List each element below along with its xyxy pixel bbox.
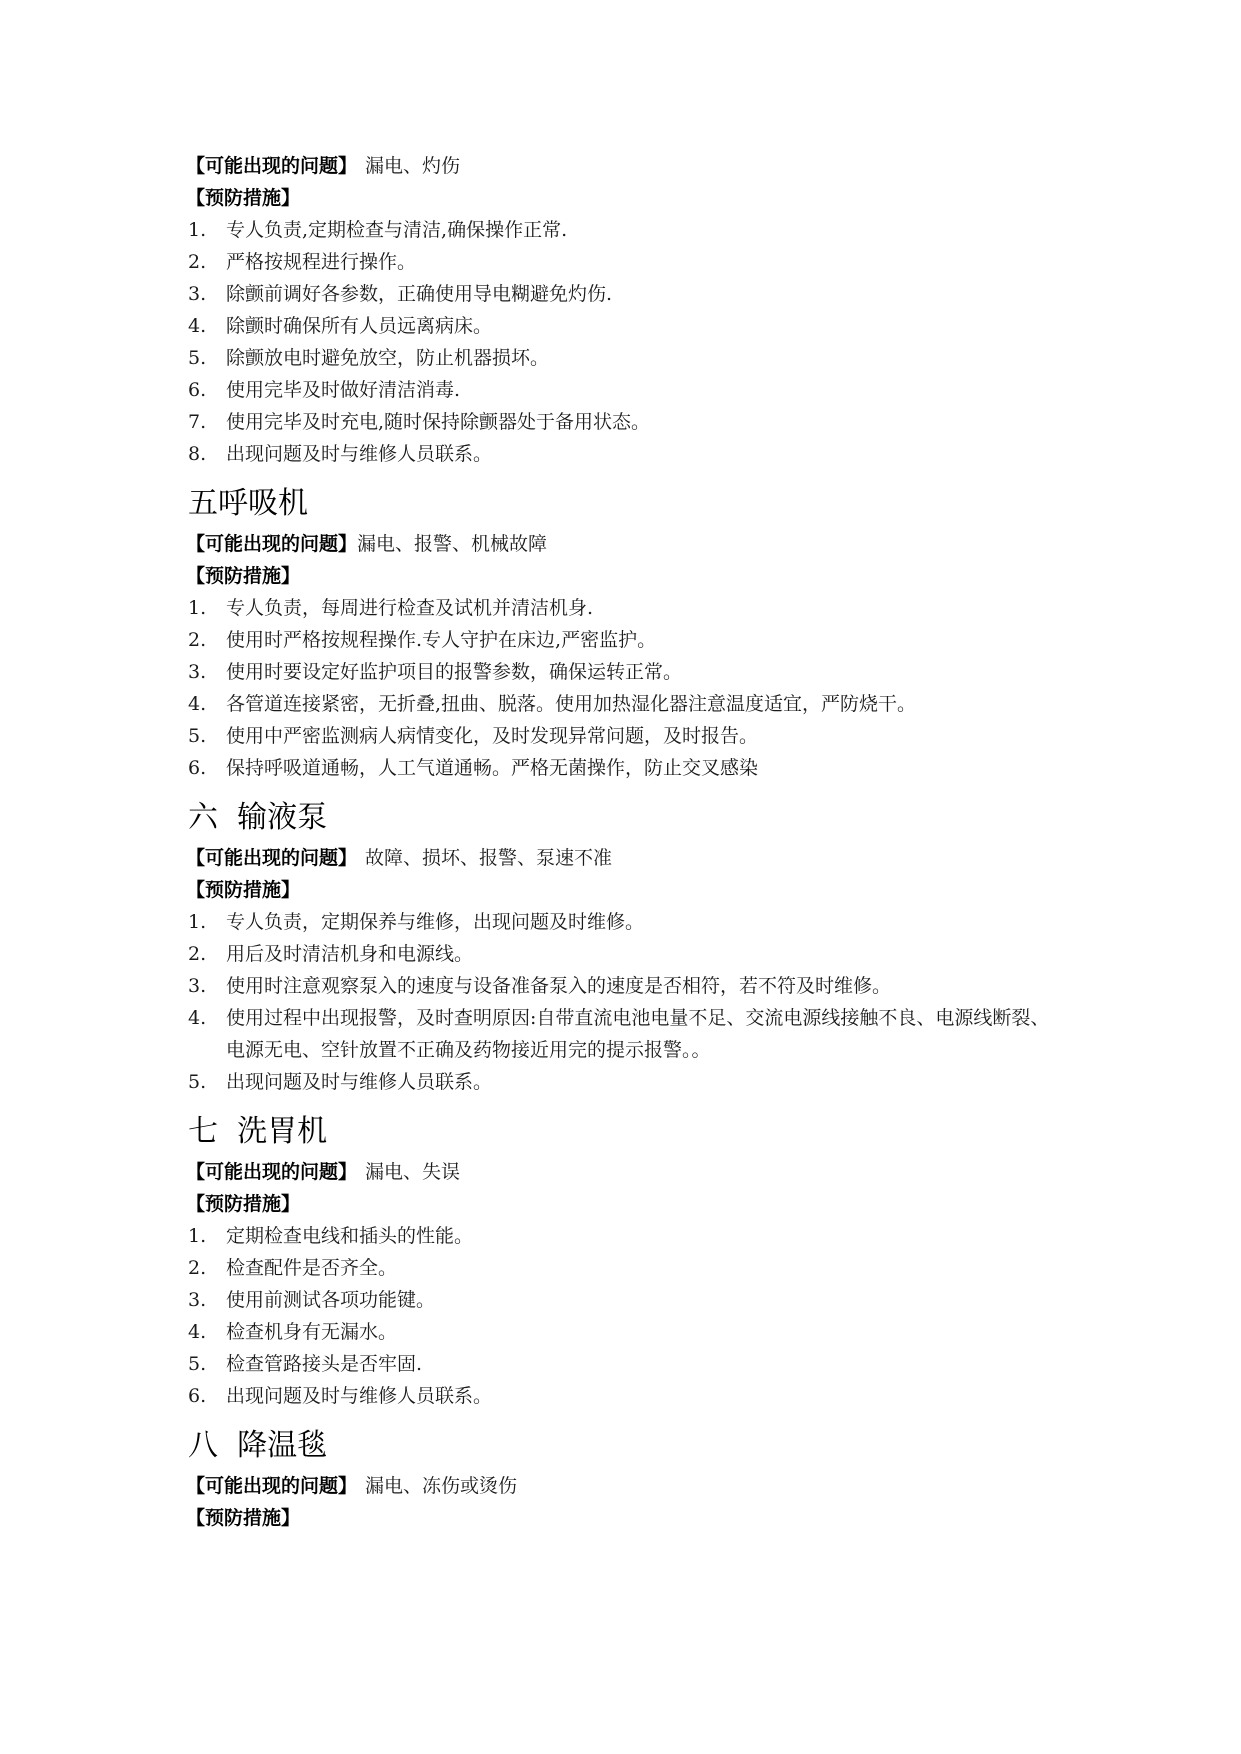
item-number: 5. bbox=[188, 725, 207, 747]
list-item bbox=[188, 1348, 1068, 1380]
item-number: 3. bbox=[188, 283, 207, 305]
section-title-cooling-blanket: 八 降温毯 bbox=[188, 1428, 328, 1463]
item-text: 严格按规程进行操作。 bbox=[226, 251, 417, 273]
list-item bbox=[188, 688, 1068, 720]
list-item bbox=[188, 656, 1068, 688]
item-number: 3. bbox=[188, 1289, 207, 1311]
item-number: 2. bbox=[188, 943, 207, 965]
problem-label: 【可能出现的问题】 bbox=[186, 1475, 358, 1497]
section-title-ventilator: 五呼吸机 bbox=[188, 486, 308, 521]
problem-line bbox=[188, 528, 1068, 560]
list-item bbox=[188, 624, 1068, 656]
problem-label: 【可能出现的问题】 bbox=[186, 847, 358, 869]
problem-text: 漏电、失误 bbox=[365, 1161, 461, 1183]
item-text: 各管道连接紧密，无折叠,扭曲、脱落。使用加热湿化器注意温度适宜，严防烧干。 bbox=[226, 693, 917, 715]
item-number: 7. bbox=[188, 411, 207, 433]
list-item bbox=[188, 970, 1068, 1002]
list-item bbox=[188, 1316, 1068, 1348]
item-text: 使用前测试各项功能键。 bbox=[226, 1289, 436, 1311]
list-item bbox=[188, 310, 1068, 342]
list-item bbox=[188, 592, 1068, 624]
item-text: 除颤放电时避免放空，防止机器损坏。 bbox=[226, 347, 550, 369]
problem-text: 故障、损坏、报警、泵速不准 bbox=[365, 847, 613, 869]
prevent-label: 【预防措施】 bbox=[186, 187, 301, 209]
item-text: 检查管路接头是否牢固. bbox=[226, 1353, 423, 1375]
item-text: 使用时严格按规程操作.专人守护在床边,严密监护。 bbox=[226, 629, 657, 651]
item-text: 检查机身有无漏水。 bbox=[226, 1321, 398, 1343]
item-number: 3. bbox=[188, 661, 207, 683]
problem-label: 【可能出现的问题】 bbox=[186, 155, 358, 177]
item-number: 1. bbox=[188, 911, 207, 933]
item-text: 除颤时确保所有人员远离病床。 bbox=[226, 315, 493, 337]
list-item bbox=[188, 438, 1068, 470]
item-number: 6. bbox=[188, 1385, 207, 1407]
measures-list-ventilator bbox=[188, 592, 1068, 784]
item-text: 出现问题及时与维修人员联系。 bbox=[226, 1071, 493, 1093]
list-item bbox=[188, 1066, 1068, 1098]
list-item bbox=[188, 1284, 1068, 1316]
list-item bbox=[188, 1220, 1068, 1252]
problem-line bbox=[188, 1156, 1068, 1188]
item-text: 检查配件是否齐全。 bbox=[226, 1257, 398, 1279]
list-item bbox=[188, 406, 1068, 438]
list-item bbox=[188, 906, 1068, 938]
list-item bbox=[188, 1380, 1068, 1412]
intro-measures-list bbox=[188, 214, 1068, 470]
item-text: 使用时要设定好监护项目的报警参数，确保运转正常。 bbox=[226, 661, 683, 683]
item-text: 专人负责，定期保养与维修，出现问题及时维修。 bbox=[226, 911, 645, 933]
item-text: 出现问题及时与维修人员联系。 bbox=[226, 1385, 493, 1407]
list-item bbox=[188, 374, 1068, 406]
list-item bbox=[188, 1002, 1068, 1066]
section-title-gastric-lavage: 七 洗胃机 bbox=[188, 1114, 328, 1149]
item-number: 3. bbox=[188, 975, 207, 997]
item-number: 5. bbox=[188, 1071, 207, 1093]
section-title-infusion-pump: 六 输液泵 bbox=[188, 800, 328, 835]
item-text: 专人负责,定期检查与清洁,确保操作正常. bbox=[226, 219, 568, 241]
item-text: 用后及时清洁机身和电源线。 bbox=[226, 943, 474, 965]
prevent-label: 【预防措施】 bbox=[186, 1507, 301, 1529]
list-item bbox=[188, 720, 1068, 752]
item-number: 1. bbox=[188, 1225, 207, 1247]
item-text: 出现问题及时与维修人员联系。 bbox=[226, 443, 493, 465]
item-number: 4. bbox=[188, 1321, 207, 1343]
list-item bbox=[188, 752, 1068, 784]
problem-label: 【可能出现的问题】 bbox=[186, 533, 358, 555]
measures-list-infusion-pump bbox=[188, 906, 1068, 1098]
item-text: 除颤前调好各参数，正确使用导电糊避免灼伤. bbox=[226, 283, 613, 305]
item-number: 8. bbox=[188, 443, 207, 465]
item-number: 5. bbox=[188, 347, 207, 369]
item-number: 1. bbox=[188, 597, 207, 619]
item-number: 1. bbox=[188, 219, 207, 241]
item-text: 使用时注意观察泵入的速度与设备准备泵入的速度是否相符，若不符及时维修。 bbox=[226, 975, 892, 997]
item-number: 5. bbox=[188, 1353, 207, 1375]
problem-line bbox=[188, 842, 1068, 874]
list-item bbox=[188, 278, 1068, 310]
item-number: 6. bbox=[188, 757, 207, 779]
problem-text: 漏电、灼伤 bbox=[365, 155, 461, 177]
item-text: 使用完毕及时充电,随时保持除颤器处于备用状态。 bbox=[226, 411, 651, 433]
item-text: 使用中严密监测病人病情变化，及时发现异常问题，及时报告。 bbox=[226, 725, 759, 747]
problem-text: 漏电、报警、机械故障 bbox=[357, 533, 548, 555]
item-text: 定期检查电线和插头的性能。 bbox=[226, 1225, 474, 1247]
item-number: 2. bbox=[188, 251, 207, 273]
item-number: 6. bbox=[188, 379, 207, 401]
item-number: 4. bbox=[188, 693, 207, 715]
item-text: 保持呼吸道通畅，人工气道通畅。严格无菌操作，防止交叉感染 bbox=[226, 757, 759, 779]
measures-list-gastric-lavage bbox=[188, 1220, 1068, 1412]
item-text: 专人负责，每周进行检查及试机并清洁机身. bbox=[226, 597, 594, 619]
item-text: 使用过程中出现报警，及时查明原因:自带直流电池电量不足、交流电源线接触不良、电源线断裂、电源无电、空针放置不正确及药物接近用完的提示报警。。 bbox=[226, 1007, 1050, 1061]
prevent-label: 【预防措施】 bbox=[186, 1193, 301, 1215]
item-number: 2. bbox=[188, 1257, 207, 1279]
prevent-label: 【预防措施】 bbox=[186, 565, 301, 587]
problem-line bbox=[188, 1470, 1068, 1502]
list-item bbox=[188, 246, 1068, 278]
prevent-label: 【预防措施】 bbox=[186, 879, 301, 901]
problem-label: 【可能出现的问题】 bbox=[186, 1161, 358, 1183]
item-number: 2. bbox=[188, 629, 207, 651]
list-item bbox=[188, 214, 1068, 246]
intro-problem-line bbox=[188, 150, 1068, 182]
list-item bbox=[188, 342, 1068, 374]
item-text: 使用完毕及时做好清洁消毒. bbox=[226, 379, 461, 401]
document-body bbox=[188, 150, 1068, 1534]
item-number: 4. bbox=[188, 315, 207, 337]
problem-text: 漏电、冻伤或烫伤 bbox=[365, 1475, 518, 1497]
item-number: 4. bbox=[188, 1007, 207, 1029]
list-item bbox=[188, 1252, 1068, 1284]
list-item bbox=[188, 938, 1068, 970]
